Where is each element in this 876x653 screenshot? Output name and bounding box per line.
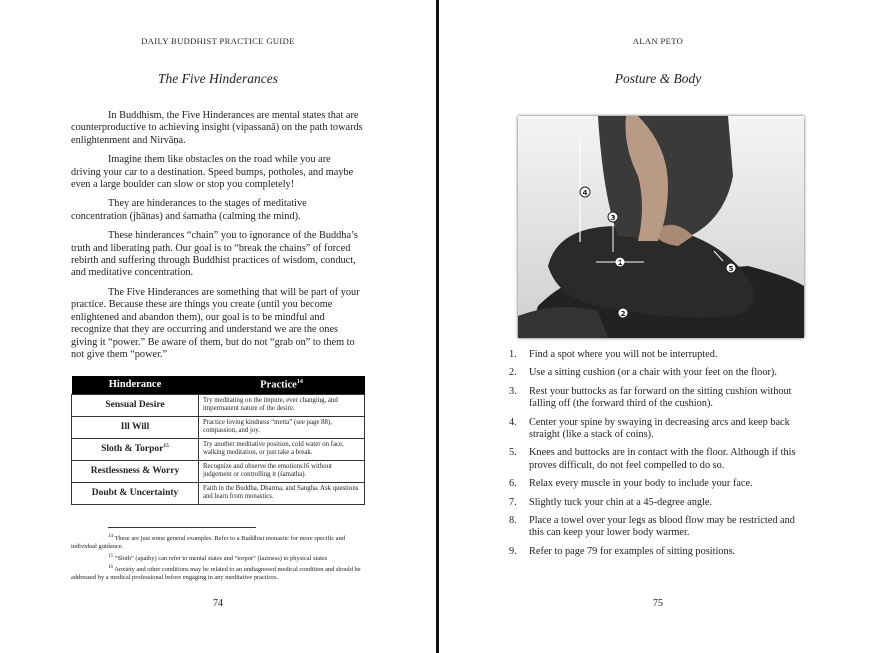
list-item bbox=[509, 515, 809, 540]
hinderance-name bbox=[72, 460, 199, 482]
footnote-number: 16 bbox=[108, 564, 113, 570]
step-number: 8. bbox=[509, 515, 517, 527]
hinderance-name bbox=[72, 416, 199, 438]
running-header: DAILY BUDDHIST PRACTICE GUIDE bbox=[141, 36, 295, 46]
table-row bbox=[72, 416, 365, 438]
footnote-number: 15 bbox=[108, 553, 113, 559]
step-text: Refer to page 79 for examples of sitting positions. bbox=[529, 545, 736, 557]
page-number: 75 bbox=[653, 598, 663, 609]
step-number: 2. bbox=[509, 367, 517, 379]
list-item bbox=[509, 478, 809, 490]
hinderance-name bbox=[72, 438, 199, 460]
posture-illustration bbox=[518, 116, 804, 338]
column-header-practice bbox=[199, 376, 365, 394]
page-title: The Five Hinderances bbox=[158, 71, 278, 86]
footnote-ref: 14 bbox=[296, 379, 303, 385]
column-header-practice-label: Practice bbox=[260, 379, 297, 391]
column-header-hinderance: Hinderance bbox=[72, 376, 199, 394]
paragraph: These hinderances “chain” you to ignorance of the Buddha’s truth and liberating path. Our goal is to “break the chains” of forced rebirth and suffering through Buddhist practices of wisdom, conduct, and meditative concentration. bbox=[71, 230, 358, 279]
hinderance-label: Sloth & Torpor bbox=[101, 444, 164, 455]
step-number: 9. bbox=[509, 545, 517, 557]
step-number: 5. bbox=[509, 447, 517, 459]
footnote-ref: 15 bbox=[163, 443, 169, 450]
hinderance-label: Restlessness & Worry bbox=[90, 466, 180, 476]
practice-cell: Try another meditative position, cold water on face, walking meditation, or just take a break. bbox=[199, 438, 365, 460]
left-page bbox=[0, 0, 436, 653]
step-text: Use a sitting cushion (or a chair with your feet on the floor). bbox=[529, 367, 777, 379]
list-item bbox=[509, 497, 809, 509]
posture-steps-list bbox=[509, 349, 809, 564]
footnote-text: “Sloth” (apathy) can refer to mental states and “torpor” (laziness) to physical states bbox=[114, 554, 328, 562]
page-number: 74 bbox=[213, 598, 223, 609]
footnote-text: These are just some general examples. Refer to a Buddhist monastic for more specific and individual guidance. bbox=[71, 535, 346, 551]
table-header-row bbox=[72, 376, 365, 394]
footnote bbox=[71, 533, 371, 552]
list-item bbox=[509, 367, 809, 379]
paragraph: Imagine them like obstacles on the road while you are driving your car to a destination. Speed bumps, potholes, and maybe even a large boulder can slow or stop you completely! bbox=[71, 154, 354, 191]
practice-cell: Try meditating on the impure, ever changing, and impermanent nature of the desire. bbox=[199, 394, 365, 416]
running-header: ALAN PETO bbox=[632, 36, 684, 46]
step-text: Place a towel over your legs as blood flow may be restricted and this can keep your lower body warmer. bbox=[529, 515, 795, 539]
practice-cell: Recognize and observe the emotions16 without judgement or controlling it (śamatha). bbox=[199, 460, 365, 482]
step-text: Slightly tuck your chin at a 45-degree angle. bbox=[529, 496, 713, 508]
hinderance-label: Sensual Desire bbox=[105, 400, 165, 410]
step-text: Find a spot where you will not be interrupted. bbox=[529, 349, 718, 360]
list-item bbox=[509, 546, 809, 558]
hinderances-table bbox=[71, 376, 365, 505]
hinderance-name bbox=[72, 394, 199, 416]
list-item bbox=[509, 349, 809, 361]
step-number: 4. bbox=[509, 416, 517, 428]
paragraph: In Buddhism, the Five Hinderances are mental states that are counterproductive to achieving insight (vipassanā) on the path towards enlightenment and Nirvāṇa. bbox=[71, 110, 363, 146]
step-text: Relax every muscle in your body to include your face. bbox=[529, 478, 753, 490]
list-item bbox=[509, 386, 809, 411]
list-item bbox=[509, 447, 809, 472]
marker-label: 5 bbox=[728, 265, 734, 273]
footnote-number: 14 bbox=[108, 534, 113, 539]
page-title: Posture & Body bbox=[614, 71, 702, 86]
step-text: Center your spine by swaying in decreasing arcs and keep back straight (like a stack of coins). bbox=[529, 416, 790, 441]
practice-cell: Practice loving kindness “metta” (see page 88), compassion, and joy. bbox=[199, 416, 365, 438]
paragraph: The Five Hinderances are something that will be part of your practice. Because these are things you create (until you become enlightened and abandon them), our goal is to be mindful and recognize that they are occurring and understand we are the ones giving it “power.” Be aware of them, but do not “grab on” to them to not give them “power.” bbox=[71, 286, 360, 360]
practice-cell: Faith in the Buddha, Dharma, and Sangha. Ask questions and learn from monastics. bbox=[199, 482, 365, 504]
footnote-divider bbox=[108, 527, 256, 528]
step-text: Rest your buttocks as far forward on the sitting cushion without falling off (the forward third of the cushion). bbox=[529, 385, 792, 410]
marker-label: 4 bbox=[582, 189, 588, 197]
paragraph: They are hinderances to the stages of meditative concentration (jhānas) and śamatha (calming the mind). bbox=[71, 198, 307, 222]
page-gutter bbox=[436, 0, 439, 653]
step-number: 3. bbox=[509, 385, 517, 397]
step-number: 1. bbox=[509, 349, 517, 360]
footnote-text: Anxiety and other conditions may be related to an undiagnosed medical condition and should be addressed by a medical professional before engaging in any meditative practices. bbox=[71, 565, 361, 582]
step-number: 7. bbox=[509, 496, 517, 508]
table-row bbox=[72, 460, 365, 482]
table-row bbox=[72, 394, 365, 416]
hinderance-label: Ill Will bbox=[120, 422, 150, 432]
step-text: Knees and buttocks are in contact with the floor. Although if this proves difficult, do not feel compelled to do so. bbox=[529, 447, 796, 471]
table-row bbox=[72, 438, 365, 460]
footnotes bbox=[71, 533, 371, 583]
list-item bbox=[509, 417, 809, 442]
marker-label: 1 bbox=[617, 259, 623, 267]
footnote bbox=[71, 553, 371, 563]
marker-label: 2 bbox=[620, 310, 626, 318]
hinderance-name bbox=[72, 482, 199, 504]
table-row bbox=[72, 482, 365, 504]
footnote bbox=[71, 564, 371, 583]
body-text bbox=[71, 110, 363, 368]
right-page bbox=[440, 0, 876, 653]
meditation-posture-photo bbox=[518, 116, 804, 338]
hinderance-label: Doubt & Uncertainty bbox=[91, 488, 179, 498]
step-number: 6. bbox=[509, 478, 517, 490]
marker-label: 3 bbox=[610, 214, 616, 222]
